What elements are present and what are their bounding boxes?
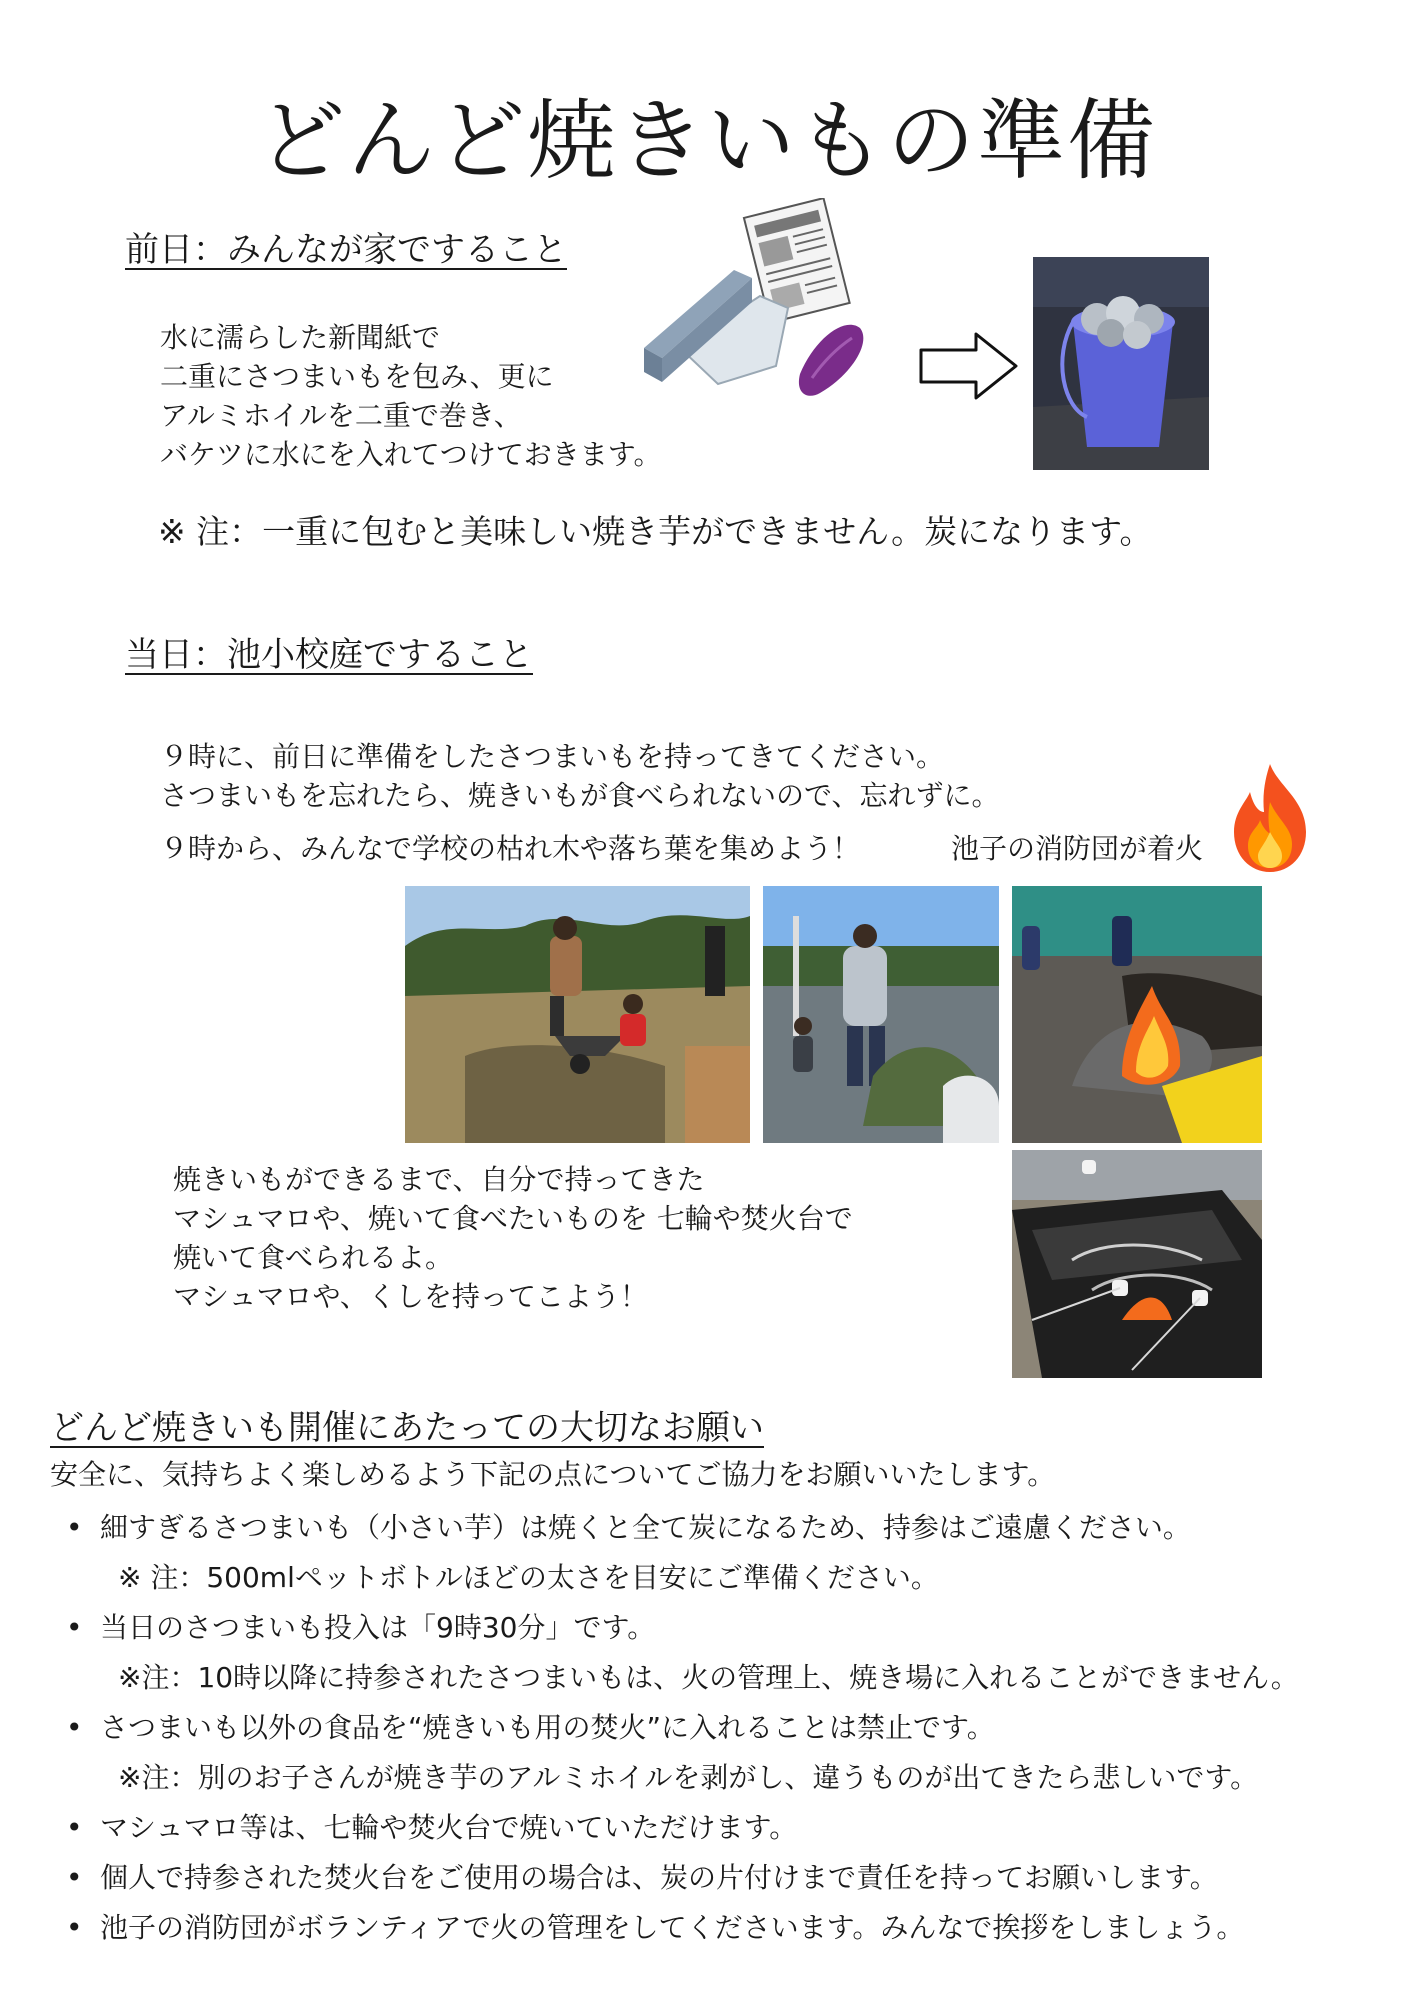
photo-collecting-branches	[405, 886, 750, 1143]
request-item: • 当日のさつまいも投入は「9時30分」です。	[50, 1603, 1299, 1653]
request-item: • さつまいも以外の食品を“焼きいも用の焚火”に入れることは禁止です。	[50, 1703, 1299, 1753]
prev-day-line: バケツに水にを入れてつけておきます。	[160, 438, 662, 471]
prev-day-line: 水に濡らした新聞紙で	[160, 321, 441, 354]
same-day-line-2: さつまいもを忘れたら、焼きいもが食べられないので、忘れずに。	[160, 779, 1000, 812]
sweet-potato-icon	[799, 325, 863, 396]
request-note: ※注：10時以降に持参されたさつまいもは、火の管理上、焼き場に入れることができません。	[118, 1661, 1299, 1694]
fire-icon	[1228, 762, 1312, 874]
same-day-line-1: ９時に、前日に準備をしたさつまいもを持ってきてください。	[160, 740, 945, 773]
grill-line: マシュマロや、くしを持ってこよう！	[173, 1280, 648, 1313]
request-note: ※ 注：500mlペットボトルほどの太さを目安にご準備ください。	[118, 1561, 939, 1594]
request-item: • 個人で持参された焚火台をご使用の場合は、炭の片付けまで責任を持ってお願いします。	[50, 1853, 1299, 1903]
prev-day-line: 二重にさつまいもを包み、更に	[160, 360, 554, 393]
photo-gathering-leaves	[763, 886, 999, 1143]
prev-day-instructions	[160, 318, 661, 474]
bucket-photo	[1033, 257, 1209, 470]
same-day-line-3: ９時から、みんなで学校の枯れ木や落ち葉を集めよう！	[160, 832, 861, 865]
page-title: どんど焼きいもの準備	[256, 89, 1157, 192]
arrow-right-icon	[918, 330, 1020, 402]
prev-day-heading: 前日：みんなが家ですること	[125, 230, 567, 270]
requests-heading: どんど焼きいも開催にあたっての大切なお願い	[50, 1408, 764, 1448]
requests-list	[50, 1503, 1299, 1953]
request-item: • 細すぎるさつまいも（小さい芋）は焼くと全て炭になるため、持参はご遠慮ください。	[50, 1503, 1299, 1553]
grill-line: 焼きいもができるまで、自分で持ってきた	[173, 1163, 705, 1196]
fire-brigade-text: 池子の消防団が着火	[951, 832, 1204, 865]
foil-newspaper-potato-illustration	[640, 198, 900, 413]
prev-day-note: ※ 注：一重に包むと美味しい焼き芋ができません。炭になります。	[158, 512, 1153, 551]
request-item: • 池子の消防団がボランティアで火の管理をしてくださいます。みんなで挨拶をしましょう。	[50, 1903, 1299, 1953]
requests-intro: 安全に、気持ちよく楽しめるよう下記の点についてご協力をお願いいたします。	[50, 1458, 1056, 1491]
same-day-heading: 当日：池小校庭ですること	[125, 635, 533, 675]
photo-marshmallow-grill	[1012, 1150, 1262, 1378]
request-note: ※注：別のお子さんが焼き芋のアルミホイルを剥がし、違うものが出てきたら悲しいです。	[118, 1761, 1259, 1794]
prev-day-line: アルミホイルを二重で巻き、	[160, 399, 522, 432]
photo-bonfire	[1012, 886, 1262, 1143]
grill-line: 焼いて食べられるよ。	[173, 1241, 454, 1274]
grill-line: マシュマロや、焼いて食べたいものを 七輪や焚火台で	[173, 1202, 853, 1235]
request-item: • マシュマロ等は、七輪や焚火台で焼いていただけます。	[50, 1803, 1299, 1853]
grill-instructions	[173, 1160, 853, 1316]
